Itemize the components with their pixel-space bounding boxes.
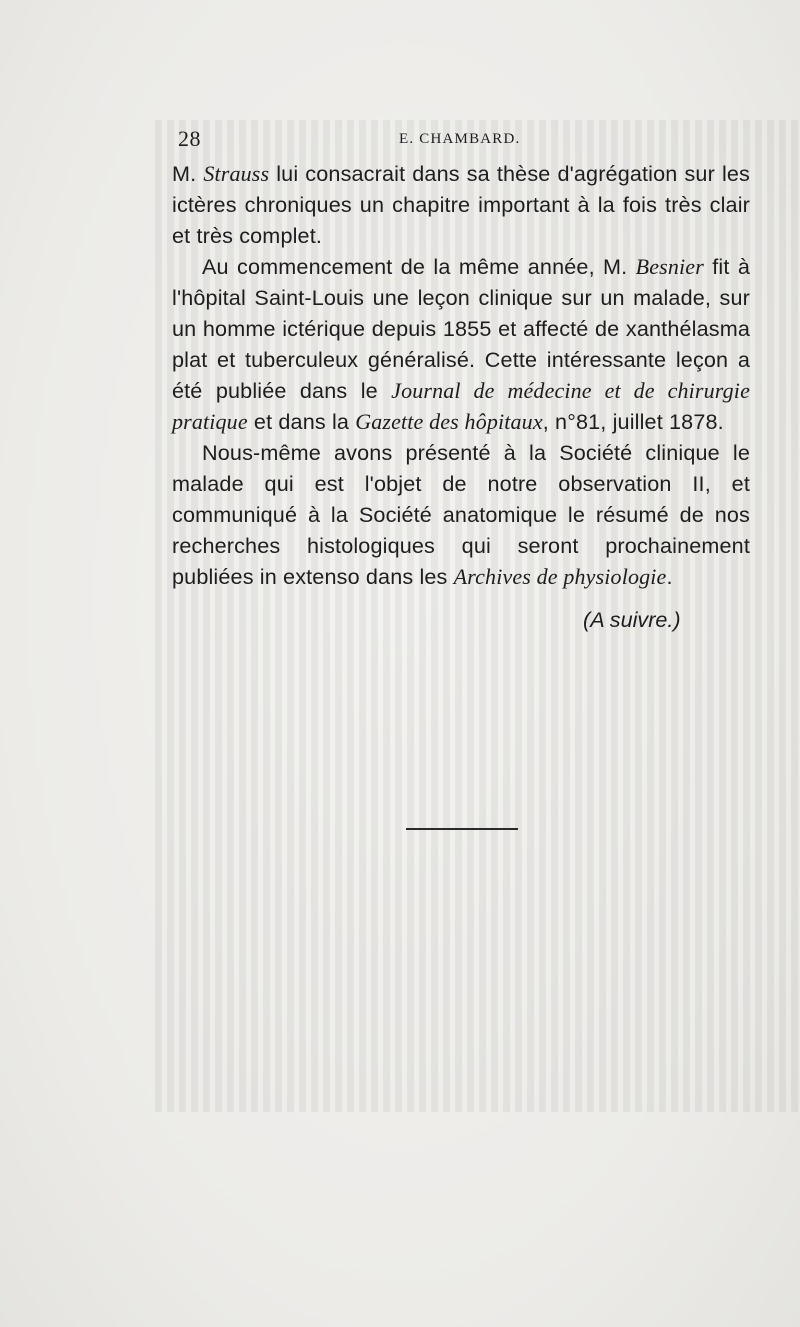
gazette-title: Gazette des hôpitaux xyxy=(355,409,543,434)
page-number: 28 xyxy=(178,126,201,151)
paragraph-2 xyxy=(172,251,750,437)
text-run: Au commencement de la même année, M. xyxy=(202,254,636,279)
page-header xyxy=(178,126,748,154)
text-run: et dans la xyxy=(247,409,356,434)
journal-title: Journal de médecine et de chirurgie pratique xyxy=(172,378,750,434)
author-name-besnier: Besnier xyxy=(635,254,704,279)
text-run: , n°81, juillet 1878. xyxy=(542,409,724,434)
text-run: M. xyxy=(172,161,204,186)
paragraph-1 xyxy=(172,158,750,251)
text-run: fit à l'hôpital Saint-Louis une leçon clinique sur un malade, sur un homme ictérique depuis 1855 et affecté de xanthélasma plat et tuberculeux généralisé. Cette intéressante leçon a été publiée dans le xyxy=(172,254,750,403)
text-run: lui consacrait dans sa thèse d'agrégation sur les ictères chroniques un chapitre important à la fois très clair et très complet. xyxy=(172,161,751,248)
author-name-strauss: Strauss xyxy=(203,161,270,186)
text-run: Nous-même avons présenté à la Société clinique le malade qui est l'objet de notre observation II, et communiqué à la Société anatomique le résumé de nos recherches histologiques qui seront prochainement publiées in extenso dans les xyxy=(172,440,750,589)
paragraph-3 xyxy=(172,437,750,592)
archives-title: Archives de physiologie xyxy=(453,564,667,589)
running-head: E. CHAMBARD. xyxy=(399,131,521,147)
text-run: . xyxy=(666,564,673,589)
to-be-continued-note: (A suivre.) xyxy=(583,607,681,632)
section-rule xyxy=(406,828,518,830)
body-text xyxy=(172,158,750,592)
